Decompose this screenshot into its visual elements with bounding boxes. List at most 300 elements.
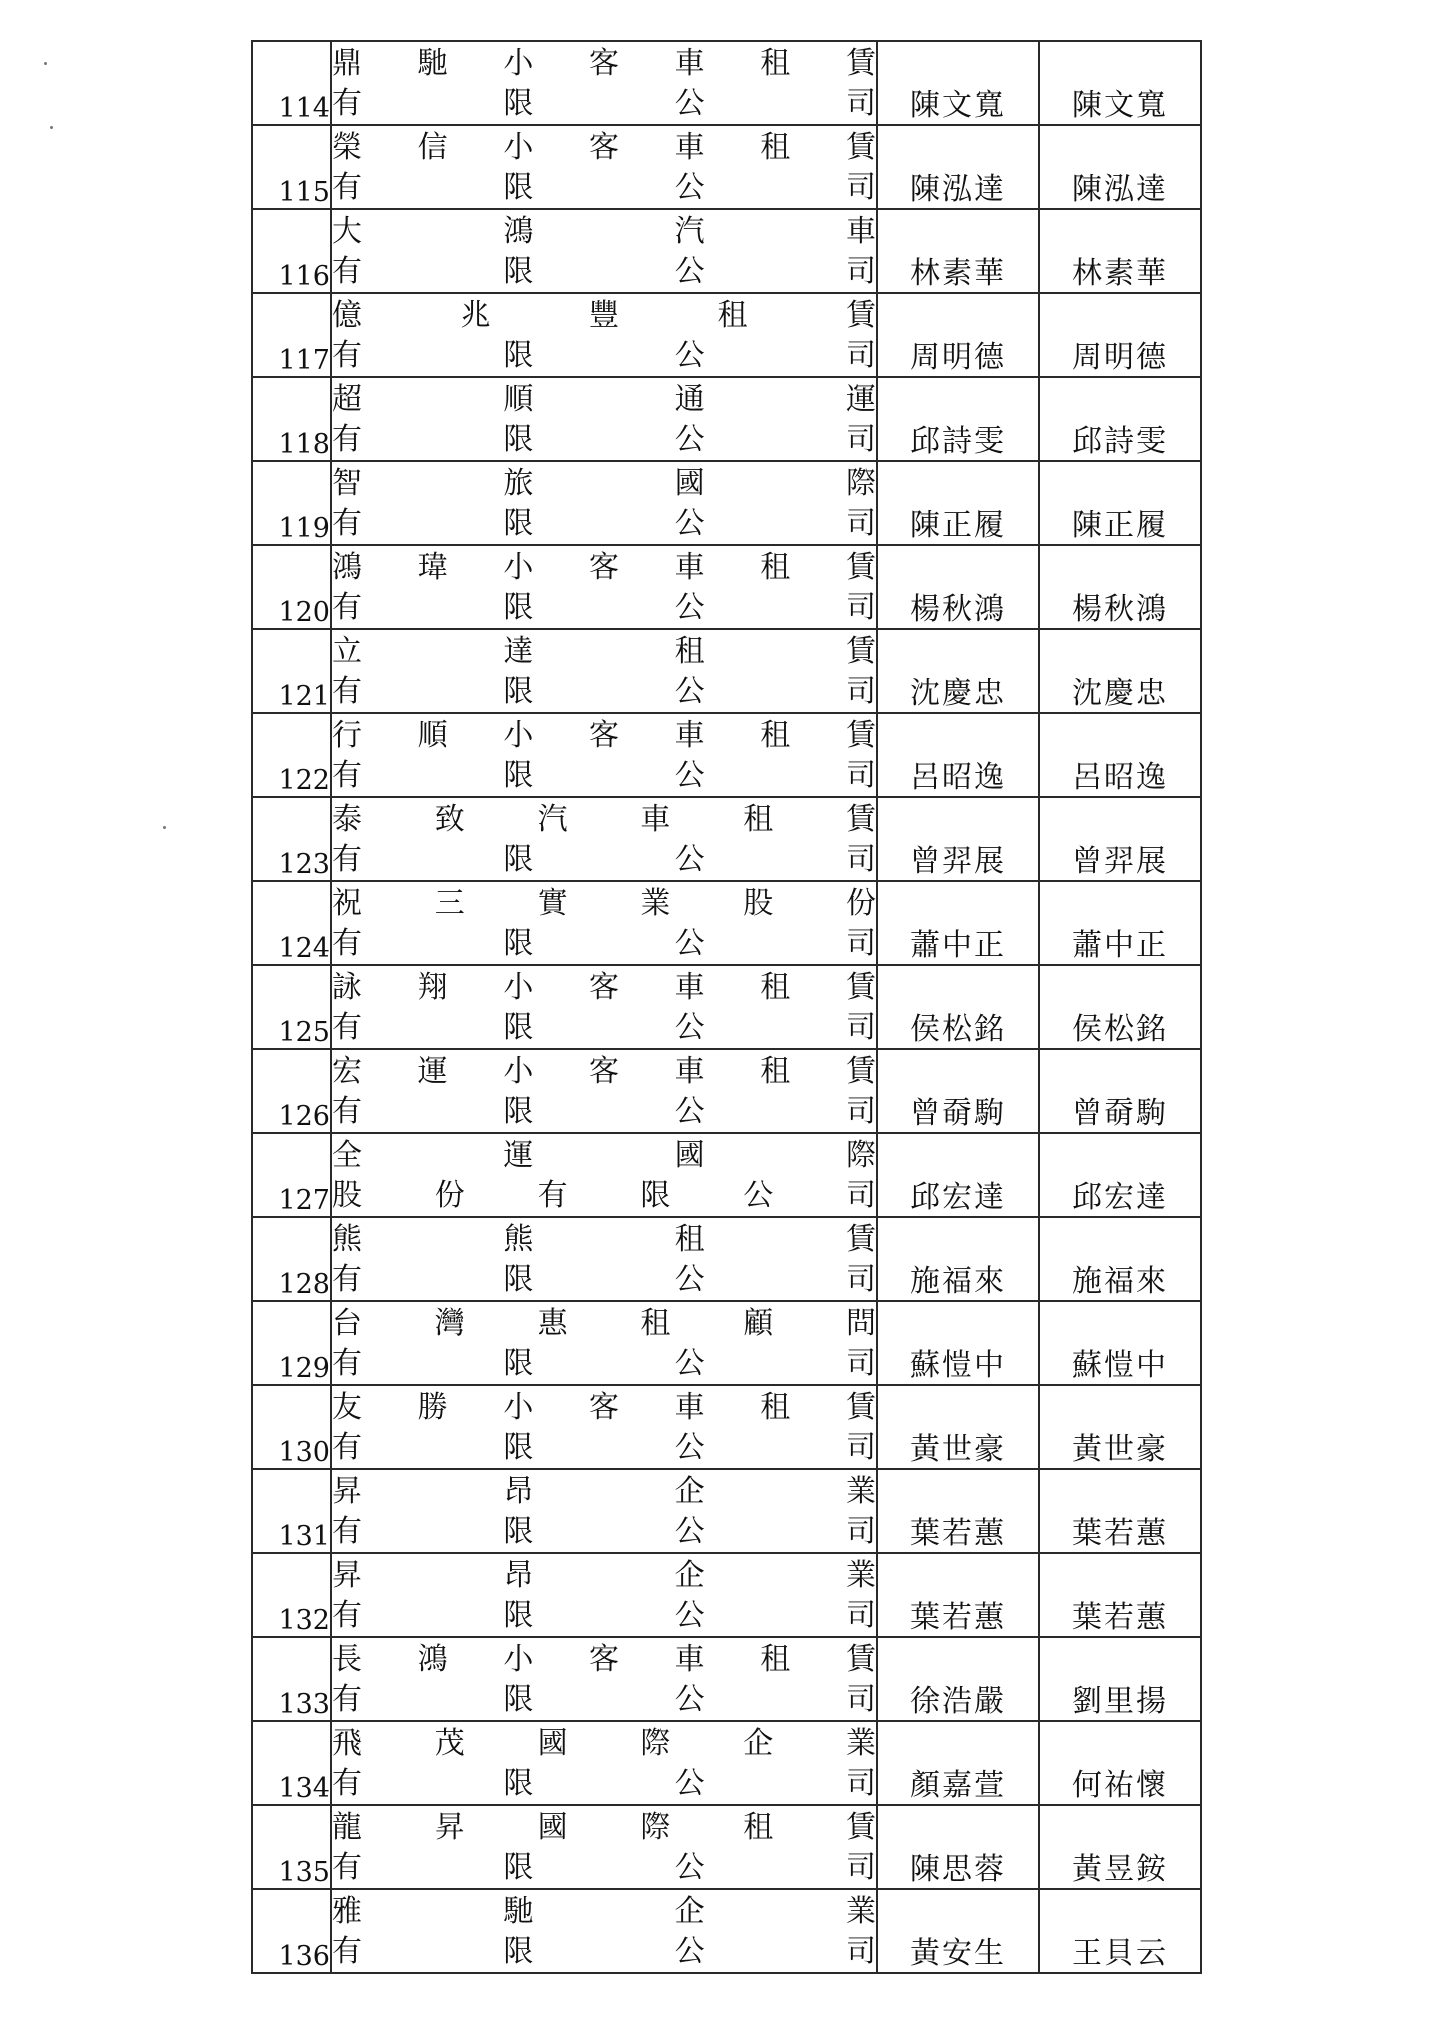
company-name-line-2 [332, 672, 876, 712]
company-name-line-1 [332, 380, 876, 420]
company-name-char: 限 [503, 1850, 534, 1885]
company-name-char: 司 [845, 1682, 876, 1717]
company-name-line-2 [332, 1092, 876, 1132]
company-name-char: 公 [674, 758, 705, 793]
company-name-char: 司 [845, 1010, 876, 1045]
company-name-char: 賃 [845, 718, 876, 753]
company-name-char: 車 [674, 1054, 705, 1089]
table-row [252, 881, 1201, 965]
company-name-line-1 [332, 1556, 876, 1596]
table-row [252, 125, 1201, 209]
company-name-char: 汽 [674, 214, 705, 249]
company-name-line-1 [332, 968, 876, 1008]
company-name-char: 運 [417, 1054, 448, 1089]
company-name-char: 司 [845, 1178, 876, 1213]
company-name-char: 友 [332, 1390, 362, 1425]
company-name-cell [331, 965, 877, 1049]
company-name-char: 大 [332, 214, 362, 249]
company-name-char: 小 [503, 718, 534, 753]
company-name-char: 公 [674, 254, 705, 289]
company-name-char: 有 [332, 1766, 362, 1801]
company-name-char: 翔 [417, 970, 448, 1005]
company-name-char: 限 [503, 422, 534, 457]
company-name-char: 際 [845, 466, 876, 501]
company-name-char: 小 [503, 1054, 534, 1089]
company-name-line-2 [332, 252, 876, 292]
company-name-line-2 [332, 504, 876, 544]
table-row [252, 1049, 1201, 1133]
company-name-char: 司 [845, 86, 876, 121]
representative-name: 徐浩嚴 [877, 1637, 1039, 1721]
company-name-line-1 [332, 632, 876, 672]
company-name-char: 有 [332, 590, 362, 625]
company-name-char: 有 [537, 1178, 568, 1213]
company-name-char: 運 [503, 1138, 534, 1173]
company-name-char: 小 [503, 46, 534, 81]
company-name-char: 公 [674, 674, 705, 709]
company-name-char: 泰 [332, 802, 362, 837]
agent-name: 邱宏達 [1039, 1133, 1201, 1217]
company-name-char: 份 [434, 1178, 465, 1213]
company-name-char: 三 [434, 886, 465, 921]
row-number: 120 [252, 545, 331, 629]
representative-name: 蘇愷中 [877, 1301, 1039, 1385]
company-name-char: 順 [417, 718, 448, 753]
company-name-char: 公 [674, 338, 705, 373]
company-name-cell [331, 1217, 877, 1301]
company-name-char: 司 [845, 1346, 876, 1381]
company-name-char: 車 [674, 46, 705, 81]
agent-name: 曾奣駒 [1039, 1049, 1201, 1133]
company-name-cell [331, 209, 877, 293]
agent-name: 王貝云 [1039, 1889, 1201, 1973]
company-name-char: 限 [503, 590, 534, 625]
company-name-char: 股 [332, 1178, 362, 1213]
company-name-char: 國 [537, 1810, 568, 1845]
row-number: 123 [252, 797, 331, 881]
company-name-char: 有 [332, 1934, 362, 1969]
company-name-char: 有 [332, 86, 362, 121]
row-number: 133 [252, 1637, 331, 1721]
representative-name: 蕭中正 [877, 881, 1039, 965]
company-name-line-2 [332, 588, 876, 628]
company-name-cell [331, 377, 877, 461]
company-name-char: 國 [674, 466, 705, 501]
company-name-char: 億 [332, 298, 362, 333]
representative-name: 顏嘉萱 [877, 1721, 1039, 1805]
company-name-char: 灣 [434, 1306, 465, 1341]
company-name-char: 客 [588, 1642, 619, 1677]
table-row [252, 629, 1201, 713]
agent-name: 邱詩雯 [1039, 377, 1201, 461]
company-name-char: 司 [845, 170, 876, 205]
company-name-char: 司 [845, 1094, 876, 1129]
company-name-char: 租 [760, 718, 791, 753]
representative-name: 黃世豪 [877, 1385, 1039, 1469]
representative-name: 陳泓達 [877, 125, 1039, 209]
company-name-cell [331, 125, 877, 209]
company-name-char: 鼎 [332, 46, 362, 81]
company-name-char: 租 [760, 1642, 791, 1677]
agent-name: 葉若蕙 [1039, 1469, 1201, 1553]
company-name-char: 限 [503, 1094, 534, 1129]
company-name-line-2 [332, 1008, 876, 1048]
company-name-char: 馳 [503, 1894, 534, 1929]
agent-name: 呂昭逸 [1039, 713, 1201, 797]
company-name-char: 限 [503, 170, 534, 205]
company-name-char: 客 [588, 1390, 619, 1425]
agent-name: 曾羿展 [1039, 797, 1201, 881]
company-name-line-1 [332, 1724, 876, 1764]
scan-speck [50, 126, 53, 129]
company-name-char: 限 [503, 1598, 534, 1633]
company-name-char: 司 [845, 254, 876, 289]
company-name-char: 有 [332, 842, 362, 877]
company-name-char: 豐 [589, 298, 619, 333]
company-name-cell [331, 1637, 877, 1721]
agent-name: 黃昱銨 [1039, 1805, 1201, 1889]
company-name-char: 公 [674, 1094, 705, 1129]
agent-name: 蕭中正 [1039, 881, 1201, 965]
company-name-char: 公 [674, 1766, 705, 1801]
company-name-line-2 [332, 1848, 876, 1888]
company-name-char: 司 [845, 1934, 876, 1969]
company-name-char: 昇 [434, 1810, 465, 1845]
company-name-char: 車 [674, 1390, 705, 1425]
company-name-char: 客 [588, 130, 619, 165]
company-name-line-1 [332, 548, 876, 588]
company-name-line-2 [332, 420, 876, 460]
company-name-char: 限 [503, 926, 534, 961]
company-name-char: 限 [503, 1262, 534, 1297]
row-number: 130 [252, 1385, 331, 1469]
row-number: 117 [252, 293, 331, 377]
company-name-char: 詠 [332, 970, 362, 1005]
company-name-char: 限 [503, 254, 534, 289]
row-number: 126 [252, 1049, 331, 1133]
company-name-char: 客 [588, 550, 619, 585]
table-row [252, 1385, 1201, 1469]
company-name-char: 瑋 [417, 550, 448, 585]
company-name-char: 賃 [845, 1390, 876, 1425]
scan-speck [44, 62, 47, 65]
row-number: 128 [252, 1217, 331, 1301]
company-name-char: 公 [743, 1178, 774, 1213]
company-name-char: 旅 [503, 466, 534, 501]
table-row [252, 1217, 1201, 1301]
row-number: 134 [252, 1721, 331, 1805]
company-name-line-2 [332, 84, 876, 124]
table-row [252, 1133, 1201, 1217]
company-name-char: 賃 [845, 634, 876, 669]
company-name-char: 昇 [332, 1474, 362, 1509]
company-name-cell [331, 713, 877, 797]
company-name-char: 公 [674, 590, 705, 625]
company-name-char: 公 [674, 506, 705, 541]
company-name-char: 司 [845, 1766, 876, 1801]
company-name-char: 鴻 [417, 1642, 448, 1677]
company-name-char: 公 [674, 1934, 705, 1969]
agent-name: 林素華 [1039, 209, 1201, 293]
table-row [252, 1637, 1201, 1721]
company-name-char: 限 [503, 842, 534, 877]
agent-name: 楊秋鴻 [1039, 545, 1201, 629]
row-number: 114 [252, 41, 331, 125]
company-name-char: 超 [332, 382, 362, 417]
company-name-char: 司 [845, 1598, 876, 1633]
row-number: 116 [252, 209, 331, 293]
company-name-char: 有 [332, 422, 362, 457]
company-name-char: 企 [674, 1558, 705, 1593]
company-name-char: 有 [332, 1010, 362, 1045]
company-name-char: 租 [674, 1222, 705, 1257]
company-name-char: 鴻 [503, 214, 534, 249]
representative-name: 陳正履 [877, 461, 1039, 545]
representative-name: 陳文寬 [877, 41, 1039, 125]
company-name-char: 通 [674, 382, 705, 417]
company-name-char: 租 [717, 298, 748, 333]
table-row [252, 293, 1201, 377]
representative-name: 邱詩雯 [877, 377, 1039, 461]
company-name-cell [331, 1889, 877, 1973]
company-name-char: 公 [674, 1850, 705, 1885]
table-row [252, 1721, 1201, 1805]
agent-name: 沈慶忠 [1039, 629, 1201, 713]
company-name-line-2 [332, 756, 876, 796]
company-name-char: 有 [332, 1682, 362, 1717]
company-name-char: 限 [503, 338, 534, 373]
company-name-char: 限 [503, 1514, 534, 1549]
company-name-char: 限 [503, 1682, 534, 1717]
company-name-char: 司 [845, 758, 876, 793]
company-name-char: 有 [332, 1346, 362, 1381]
company-name-char: 際 [640, 1810, 671, 1845]
company-name-char: 有 [332, 506, 362, 541]
company-name-char: 租 [760, 1054, 791, 1089]
company-name-line-1 [332, 716, 876, 756]
company-name-char: 限 [503, 506, 534, 541]
company-name-char: 問 [845, 1306, 876, 1341]
company-name-char: 惠 [537, 1306, 568, 1341]
company-name-line-2 [332, 1512, 876, 1552]
company-name-char: 有 [332, 1598, 362, 1633]
company-name-line-1 [332, 1136, 876, 1176]
company-name-char: 國 [537, 1726, 568, 1761]
company-name-char: 賃 [845, 46, 876, 81]
company-name-char: 鴻 [332, 550, 362, 585]
agent-name: 侯松銘 [1039, 965, 1201, 1049]
representative-name: 邱宏達 [877, 1133, 1039, 1217]
company-name-line-2 [332, 1428, 876, 1468]
company-name-char: 小 [503, 1390, 534, 1425]
company-name-char: 司 [845, 1514, 876, 1549]
company-name-char: 企 [674, 1474, 705, 1509]
agent-name: 陳泓達 [1039, 125, 1201, 209]
company-name-char: 有 [332, 254, 362, 289]
company-name-char: 國 [674, 1138, 705, 1173]
company-name-char: 租 [760, 970, 791, 1005]
company-name-char: 公 [674, 1598, 705, 1633]
company-name-char: 馳 [417, 46, 448, 81]
company-name-char: 台 [332, 1306, 362, 1341]
company-name-char: 賃 [845, 130, 876, 165]
company-name-line-2 [332, 1680, 876, 1720]
company-roster-table [251, 40, 1202, 1974]
company-name-char: 小 [503, 1642, 534, 1677]
company-name-char: 客 [588, 970, 619, 1005]
representative-name: 曾羿展 [877, 797, 1039, 881]
company-name-cell [331, 293, 877, 377]
company-name-char: 賃 [845, 1642, 876, 1677]
row-number: 127 [252, 1133, 331, 1217]
company-name-char: 限 [503, 674, 534, 709]
company-name-line-1 [332, 1640, 876, 1680]
company-name-char: 公 [674, 926, 705, 961]
company-name-char: 租 [743, 1810, 774, 1845]
company-name-char: 有 [332, 674, 362, 709]
company-name-cell [331, 881, 877, 965]
company-name-char: 公 [674, 86, 705, 121]
company-name-line-1 [332, 1808, 876, 1848]
representative-name: 楊秋鴻 [877, 545, 1039, 629]
company-name-char: 司 [845, 1850, 876, 1885]
company-name-char: 兆 [460, 298, 491, 333]
company-name-char: 賃 [845, 1810, 876, 1845]
company-name-char: 司 [845, 506, 876, 541]
company-name-char: 業 [845, 1726, 876, 1761]
company-name-line-2 [332, 1764, 876, 1804]
representative-name: 葉若蕙 [877, 1553, 1039, 1637]
company-name-char: 公 [674, 1346, 705, 1381]
company-name-char: 公 [674, 422, 705, 457]
company-name-char: 限 [503, 1010, 534, 1045]
company-name-char: 賃 [846, 298, 876, 333]
representative-name: 曾奣駒 [877, 1049, 1039, 1133]
company-name-cell [331, 1469, 877, 1553]
table-row [252, 1469, 1201, 1553]
row-number: 119 [252, 461, 331, 545]
company-name-char: 茂 [434, 1726, 465, 1761]
row-number: 118 [252, 377, 331, 461]
company-name-char: 智 [332, 466, 362, 501]
company-name-line-2 [332, 1596, 876, 1636]
company-name-char: 雅 [332, 1894, 362, 1929]
company-name-cell [331, 1301, 877, 1385]
company-name-cell [331, 797, 877, 881]
row-number: 115 [252, 125, 331, 209]
table-row [252, 377, 1201, 461]
company-name-char: 客 [588, 1054, 619, 1089]
table-row [252, 461, 1201, 545]
row-number: 129 [252, 1301, 331, 1385]
company-name-char: 賃 [845, 550, 876, 585]
company-name-char: 租 [743, 802, 774, 837]
company-name-cell [331, 1049, 877, 1133]
company-name-char: 顧 [743, 1306, 774, 1341]
company-name-char: 客 [588, 46, 619, 81]
roster-body [252, 41, 1201, 1973]
company-name-char: 業 [845, 1894, 876, 1929]
representative-name: 黃安生 [877, 1889, 1039, 1973]
table-row [252, 41, 1201, 125]
agent-name: 何祐懷 [1039, 1721, 1201, 1805]
table-row [252, 1301, 1201, 1385]
company-name-char: 小 [503, 550, 534, 585]
table-row [252, 965, 1201, 1049]
agent-name: 黃世豪 [1039, 1385, 1201, 1469]
company-name-char: 有 [332, 758, 362, 793]
company-name-char: 昇 [332, 1558, 362, 1593]
representative-name: 沈慶忠 [877, 629, 1039, 713]
company-name-char: 司 [845, 926, 876, 961]
company-name-char: 車 [674, 130, 705, 165]
company-name-char: 汽 [537, 802, 568, 837]
company-name-char: 租 [760, 550, 791, 585]
company-name-char: 司 [845, 1262, 876, 1297]
company-name-char: 賃 [845, 1054, 876, 1089]
company-name-char: 業 [640, 886, 671, 921]
company-name-cell [331, 1805, 877, 1889]
representative-name: 葉若蕙 [877, 1469, 1039, 1553]
agent-name: 陳文寬 [1039, 41, 1201, 125]
company-name-char: 車 [640, 802, 671, 837]
company-name-char: 致 [434, 802, 465, 837]
company-name-char: 熊 [332, 1222, 362, 1257]
company-name-char: 公 [674, 842, 705, 877]
company-name-cell [331, 461, 877, 545]
company-name-char: 司 [845, 1430, 876, 1465]
company-name-char: 企 [674, 1894, 705, 1929]
company-name-char: 車 [674, 970, 705, 1005]
agent-name: 施福來 [1039, 1217, 1201, 1301]
representative-name: 周明德 [877, 293, 1039, 377]
company-name-char: 租 [674, 634, 705, 669]
company-name-char: 小 [503, 970, 534, 1005]
company-name-char: 公 [674, 1010, 705, 1045]
row-number: 125 [252, 965, 331, 1049]
row-number: 122 [252, 713, 331, 797]
company-name-char: 限 [503, 1430, 534, 1465]
company-name-char: 有 [332, 170, 362, 205]
agent-name: 周明德 [1039, 293, 1201, 377]
company-name-cell [331, 629, 877, 713]
company-name-cell [331, 1385, 877, 1469]
table-row [252, 545, 1201, 629]
company-name-cell [331, 1721, 877, 1805]
company-name-char: 賃 [845, 802, 876, 837]
row-number: 135 [252, 1805, 331, 1889]
company-name-char: 司 [845, 842, 876, 877]
company-name-char: 昂 [503, 1558, 534, 1593]
company-name-char: 租 [640, 1306, 671, 1341]
company-name-char: 實 [537, 886, 568, 921]
company-name-char: 司 [845, 422, 876, 457]
company-name-char: 車 [674, 550, 705, 585]
company-name-line-1 [332, 296, 876, 336]
company-name-char: 車 [845, 214, 876, 249]
company-name-char: 公 [674, 1682, 705, 1717]
company-name-char: 長 [332, 1642, 362, 1677]
company-name-char: 勝 [417, 1390, 448, 1425]
company-name-line-1 [332, 1388, 876, 1428]
company-name-char: 有 [332, 1514, 362, 1549]
company-name-char: 車 [674, 718, 705, 753]
company-name-char: 祝 [332, 886, 362, 921]
agent-name: 葉若蕙 [1039, 1553, 1201, 1637]
representative-name: 陳思蓉 [877, 1805, 1039, 1889]
company-name-char: 熊 [503, 1222, 534, 1257]
company-name-char: 公 [674, 1262, 705, 1297]
